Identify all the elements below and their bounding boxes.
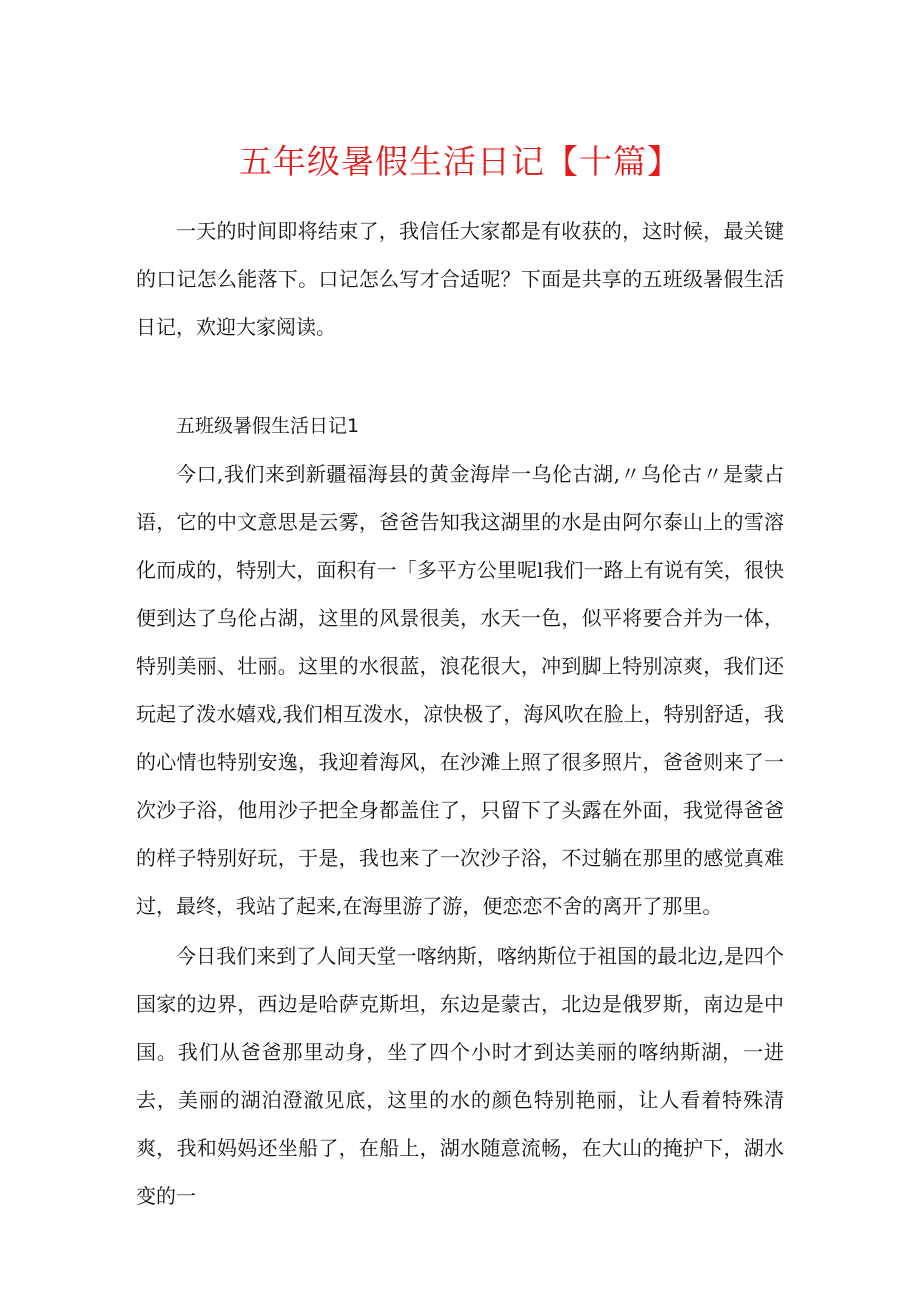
page-title: 五年级暑假生活日记【十篇】 <box>239 142 681 181</box>
intro-paragraph: 一天的时间即将结束了，我信任大家都是有收获的，这时候，最关键的口记怎么能落下。口记怎么写才合适呢？下面是共享的五班级暑假生活日记，欢迎大家阅读。 <box>136 219 784 339</box>
diary-entry-paragraph: 今日我们来到了人间天堂一喀纳斯，喀纳斯位于祖国的最北边,是四个国家的边界，西边是哈萨克斯坦，东边是蒙古，北边是俄罗斯，南边是中国。我们从爸爸那里动身，坐了四个小时才到达美丽的喀纳斯湖，一进去，美丽的湖泊澄澈见底，这里的水的颜色特别艳丽，让人看着特殊清爽，我和妈妈还坐船了，在船上，湖水随意流畅，在大山的掩护下，湖水变的一 <box>136 944 784 1208</box>
intro-block <box>136 207 784 351</box>
diary-entry-paragraph-1-block <box>136 450 784 930</box>
section-heading: 五班级暑假生活日记1 <box>176 415 360 437</box>
diary-entry-paragraph: 今口,我们来到新疆福海县的黄金海岸一乌伦古湖,〃乌伦古〃是蒙占语，它的中文意思是云雾，爸爸告知我这湖里的水是由阿尔泰山上的雪溶化而成的，特别大，面积有一「多平方公里呢l我们一路上有说有笑，很快便到达了乌伦占湖，这里的风景很美，水天一色，似平将要合并为一体，特别美丽、壮丽。这里的水很蓝，浪花很大，冲到脚上特别凉爽，我们还玩起了泼水嬉戏,我们相互泼水，凉快极了，海风吹在脸上，特别舒适，我的心情也特别安逸，我迎着海风，在沙滩上照了很多照片，爸爸则来了一次沙子浴，他用沙子把全身都盖住了，只留下了头露在外面，我觉得爸爸的样子特别好玩，于是，我也来了一次沙子浴，不过躺在那里的感觉真难过，最终，我站了起来,在海里游了游，便恋恋不舍的离开了那里。 <box>136 462 784 918</box>
diary-entry-paragraph-2-block <box>136 932 784 1220</box>
